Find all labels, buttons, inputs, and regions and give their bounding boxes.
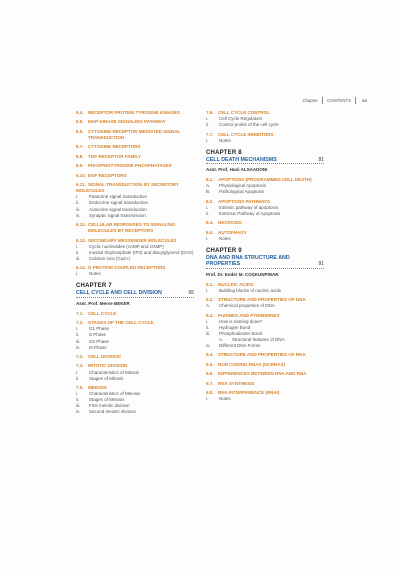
- running-header: [302, 97, 367, 104]
- section-number: 8.3.: [206, 220, 214, 226]
- section-number: 8.4.: [206, 229, 214, 235]
- section-number: 6.5.: [76, 119, 84, 125]
- subitem-numeral: i.: [206, 204, 209, 210]
- subitem-title: Paracrine signal transduction: [89, 194, 148, 200]
- section-title: CELL CYCLE: [88, 310, 117, 316]
- toc-section-entry[interactable]: [76, 110, 194, 116]
- section-title: EGF RECEPTORS: [88, 172, 127, 178]
- toc-subitem[interactable]: [76, 271, 194, 277]
- subitem-title: G1 Phase: [89, 326, 110, 332]
- subitem-numeral: ii.: [206, 211, 210, 217]
- section-title: CYTOKINE RECEPTORS: [88, 144, 141, 150]
- chapter-author: Asst. Prof. Merve BEKER: [76, 300, 130, 306]
- subitem-title: Hydrogen Bond: [219, 324, 251, 330]
- subitem-title: Notes: [219, 137, 231, 143]
- subitem-title: First meiotic division: [89, 403, 130, 409]
- section-number: 9.8.: [206, 390, 214, 395]
- subitem-numeral: iii.: [76, 255, 81, 261]
- chapter-title-line[interactable]: [76, 290, 194, 297]
- subitem-numeral: i.: [76, 194, 79, 200]
- subitem-title: Autocrine signal transduction: [89, 206, 147, 212]
- section-title: MAP-KINASE SIGNALING PATHWAY: [88, 119, 166, 125]
- subitem-title: Notes: [219, 396, 231, 402]
- chapter-page-number: 81: [318, 156, 324, 163]
- subitem-numeral: iii.: [76, 403, 81, 409]
- section-number: 9.2.: [206, 297, 214, 303]
- chapter-page-number: 91: [318, 261, 324, 268]
- section-title: CELL DIVISION: [88, 353, 121, 359]
- toc-subitem[interactable]: [206, 396, 324, 402]
- section-title: RECEPTOR PROTEIN TYROSINE KINASES: [88, 110, 180, 115]
- subitem-numeral: i.: [76, 326, 79, 332]
- subitem-numeral: iii.: [206, 330, 211, 336]
- subitem-title: Stages of Mitosis: [89, 375, 124, 381]
- toc-section-entry[interactable]: [76, 222, 194, 234]
- section-title: STRUCTURE AND PROPERTIES OF DNA: [218, 297, 306, 303]
- section-title: MITOTIC DIVISION: [88, 363, 128, 369]
- section-number: 6.9.: [76, 163, 84, 169]
- section-title: MEIOSIS: [88, 384, 107, 390]
- section-title: PURINES AND PYRIMIDINES: [218, 312, 280, 318]
- subitem-numeral: ii.: [76, 397, 80, 403]
- subitem-numeral: i.: [206, 396, 209, 402]
- subitem-numeral: ii.: [76, 249, 80, 255]
- chapter-label: Chapter: [302, 98, 319, 103]
- section-number: 7.2.: [76, 320, 84, 326]
- toc-section-entry[interactable]: [206, 371, 324, 377]
- section-title: NUCLEIC ACIDS: [218, 281, 254, 287]
- subitem-title: Control points of the cell cycle: [219, 122, 279, 128]
- subitem-title: Structural features of DNA: [232, 337, 285, 343]
- subitem-numeral: ii.: [206, 324, 210, 330]
- section-title: APOPTOSIS (PROGRAMMED CELL DEATH): [218, 177, 312, 183]
- subitem-numeral: iv.: [76, 212, 81, 218]
- subitem-title: Characteristics of Meiosis: [89, 391, 141, 397]
- section-number: 6.11.: [76, 181, 86, 187]
- subitem-numeral: ii.: [76, 200, 80, 206]
- section-number: 6.14.: [76, 265, 86, 271]
- section-number: 7.3.: [76, 353, 84, 359]
- section-number: 9.1.: [206, 281, 214, 287]
- toc-subitem[interactable]: [76, 409, 194, 415]
- subitem-numeral: A.: [206, 303, 211, 309]
- section-title: NECROSIS: [218, 220, 242, 226]
- subitem-numeral: iii.: [76, 338, 81, 344]
- toc-subitem[interactable]: [206, 236, 324, 242]
- subitem-numeral: ii.: [206, 122, 210, 128]
- subitem-title: Cell Cycle Regulators: [219, 116, 263, 122]
- section-number: 9.4.: [206, 352, 214, 358]
- subitem-numeral: i.: [206, 287, 209, 293]
- section-title: SECONDARY MESSENGER MOLECULES: [88, 237, 177, 243]
- subitem-numeral: ii.: [76, 332, 80, 338]
- chapter-title: DNA AND RNA STRUCTURE AND PROPERTIES: [206, 255, 290, 268]
- subitem-title: Cyclic nucleotides (cAMP and cGMP): [89, 243, 164, 249]
- section-number: 6.8.: [76, 153, 84, 159]
- header-divider: [355, 97, 356, 104]
- section-number: 6.6.: [76, 128, 84, 134]
- section-number: 7.1.: [76, 310, 84, 316]
- subitem-title: Inositol trisphosphate (IP3) and diacylglycerol (DAG): [89, 249, 194, 255]
- section-title: APOPTOSIS PATHWAYS: [218, 198, 271, 204]
- subitem-numeral: i.: [76, 271, 79, 277]
- subitem-numeral: i.: [206, 137, 209, 143]
- section-number: 6.10.: [76, 172, 86, 178]
- chapter-label: CHAPTER 7: [76, 283, 112, 290]
- section-title: RNA SYNTHESIS: [218, 380, 255, 386]
- section-title: CELLULAR RESPONSES TO SIGNALING MOLECULES BY RECEPTORS: [88, 221, 176, 234]
- subitem-title: Phosphodiester Bond: [219, 330, 263, 336]
- toc-section-entry[interactable]: [76, 182, 194, 194]
- subitem-numeral: B.: [206, 189, 211, 195]
- subitem-title: Stages of Meiosis: [89, 397, 125, 403]
- section-title: STAGES OF THE CELL CYCLE: [88, 320, 154, 326]
- subitem-title: How is naming done?: [219, 318, 263, 324]
- section-number: 7.7.: [206, 131, 214, 137]
- subitem-numeral: i.: [206, 235, 209, 241]
- chapter-title: CELL CYCLE AND CELL DIVISION: [76, 290, 162, 297]
- chapter-title-line[interactable]: [206, 255, 324, 269]
- section-number: 6.4.: [76, 110, 84, 115]
- section-title: CELL CYCLE CONTROL: [218, 110, 270, 115]
- section-number: 8.2.: [206, 198, 214, 204]
- section-title: PHOSPHOTYROSINE PHOSPHATASES: [88, 163, 172, 169]
- subitem-numeral: iii.: [76, 206, 81, 212]
- chapter-author: Prof. Dr. Ender M. COŞKUNPINAR: [206, 271, 279, 277]
- section-number: 9.6.: [206, 371, 214, 377]
- section-title: AUTOPHAGY: [218, 229, 247, 235]
- chapter-label: CHAPTER 9: [206, 248, 242, 255]
- section-title: TGF-RECEPTOR FAMILY: [88, 153, 141, 159]
- section-number: 6.7.: [76, 144, 84, 150]
- subitem-numeral: iv.: [206, 343, 211, 349]
- toc-subitem[interactable]: [206, 138, 324, 144]
- header-divider: [322, 97, 323, 104]
- subitem-numeral: i.: [206, 116, 209, 122]
- subitem-title: Different DNA Forms: [219, 343, 261, 349]
- subitem-title: Chemical properties of DNA: [219, 303, 275, 309]
- subitem-title: G2 Phase: [89, 338, 110, 344]
- subitem-numeral: i.: [76, 243, 79, 249]
- section-number: 8.1.: [206, 177, 214, 183]
- subitem-numeral: i.: [206, 318, 209, 324]
- section-number: 9.5.: [206, 361, 214, 367]
- subitem-title: S Phase: [89, 332, 107, 338]
- section-title: STRUCTURE AND PROPERTIES OF RNA: [218, 352, 306, 358]
- section-title: CYTOKINE RECEPTOR MEDIATED SIGNAL TRANSDUCTION: [88, 128, 181, 140]
- section-title: SIGNAL TRANSDUCTION BY SECRETORY MOLECULES: [76, 181, 179, 194]
- section-number: 9.3.: [206, 312, 214, 318]
- subitem-title: Synaptic signal transmission: [89, 212, 146, 218]
- subitem-title: Notes: [219, 235, 231, 241]
- subitem-title: Physiological Apoptosis: [219, 183, 267, 189]
- toc-section-entry[interactable]: [76, 129, 194, 141]
- subitem-title: Pathological Apoptosis: [219, 189, 265, 195]
- section-title: DIFFERENCES BETWEEN DNA AND RNA: [218, 371, 307, 377]
- subitem-numeral: iv.: [76, 344, 81, 350]
- subitem-title: Endocrine signal transduction: [89, 200, 149, 206]
- subitem-title: Notes: [89, 271, 101, 277]
- section-number: 9.7.: [206, 380, 214, 386]
- section-title: CELL CYCLE INHIBITORS: [218, 131, 274, 137]
- section-title: RNA INTERFERENCE (RNAI): [218, 390, 280, 395]
- chapter-author: Asst. Prof. Hani ALSAADONI: [206, 167, 268, 173]
- subitem-numeral: A.: [206, 183, 211, 189]
- subitem-title: M Phase: [89, 344, 107, 350]
- chapter-title-line[interactable]: [206, 157, 324, 164]
- section-title: G PROTEIN COUPLED RECEPTORS: [88, 265, 166, 271]
- contents-label: CONTENTS: [327, 98, 352, 103]
- toc-left-column: [76, 110, 194, 415]
- chapter-page-number: 65: [188, 290, 194, 297]
- subitem-numeral: A.: [219, 337, 224, 343]
- chapter-title: CELL DEATH MECHANISMS: [206, 156, 277, 163]
- subitem-title: Second meiotic division: [89, 409, 137, 415]
- section-number: 7.6.: [206, 110, 214, 115]
- section-number: 7.4.: [76, 363, 84, 369]
- subitem-numeral: i.: [76, 391, 79, 397]
- subitem-title: Extrinsic Pathway of Apoptosis: [219, 211, 281, 217]
- subitem-numeral: ii.: [76, 375, 80, 381]
- section-title: NON CODING RNAS (NCRNAS): [218, 361, 285, 367]
- section-number: 7.5.: [76, 384, 84, 390]
- subitem-title: Building blocks of nucleic acids: [219, 287, 282, 293]
- toc-right-column: [206, 110, 324, 402]
- subitem-title: Calcium ions (Ca2+): [89, 255, 130, 261]
- subitem-numeral: i.: [76, 369, 79, 375]
- subitem-title: Characteristics of Mitosis: [89, 369, 140, 375]
- subitem-numeral: iv.: [76, 409, 81, 415]
- chapter-label: CHAPTER 8: [206, 149, 242, 156]
- section-number: 6.12.: [76, 221, 86, 227]
- page-number: xx: [362, 98, 367, 103]
- subitem-title: Intrinsic pathway of apoptosis: [219, 204, 279, 210]
- section-number: 6.13.: [76, 237, 86, 243]
